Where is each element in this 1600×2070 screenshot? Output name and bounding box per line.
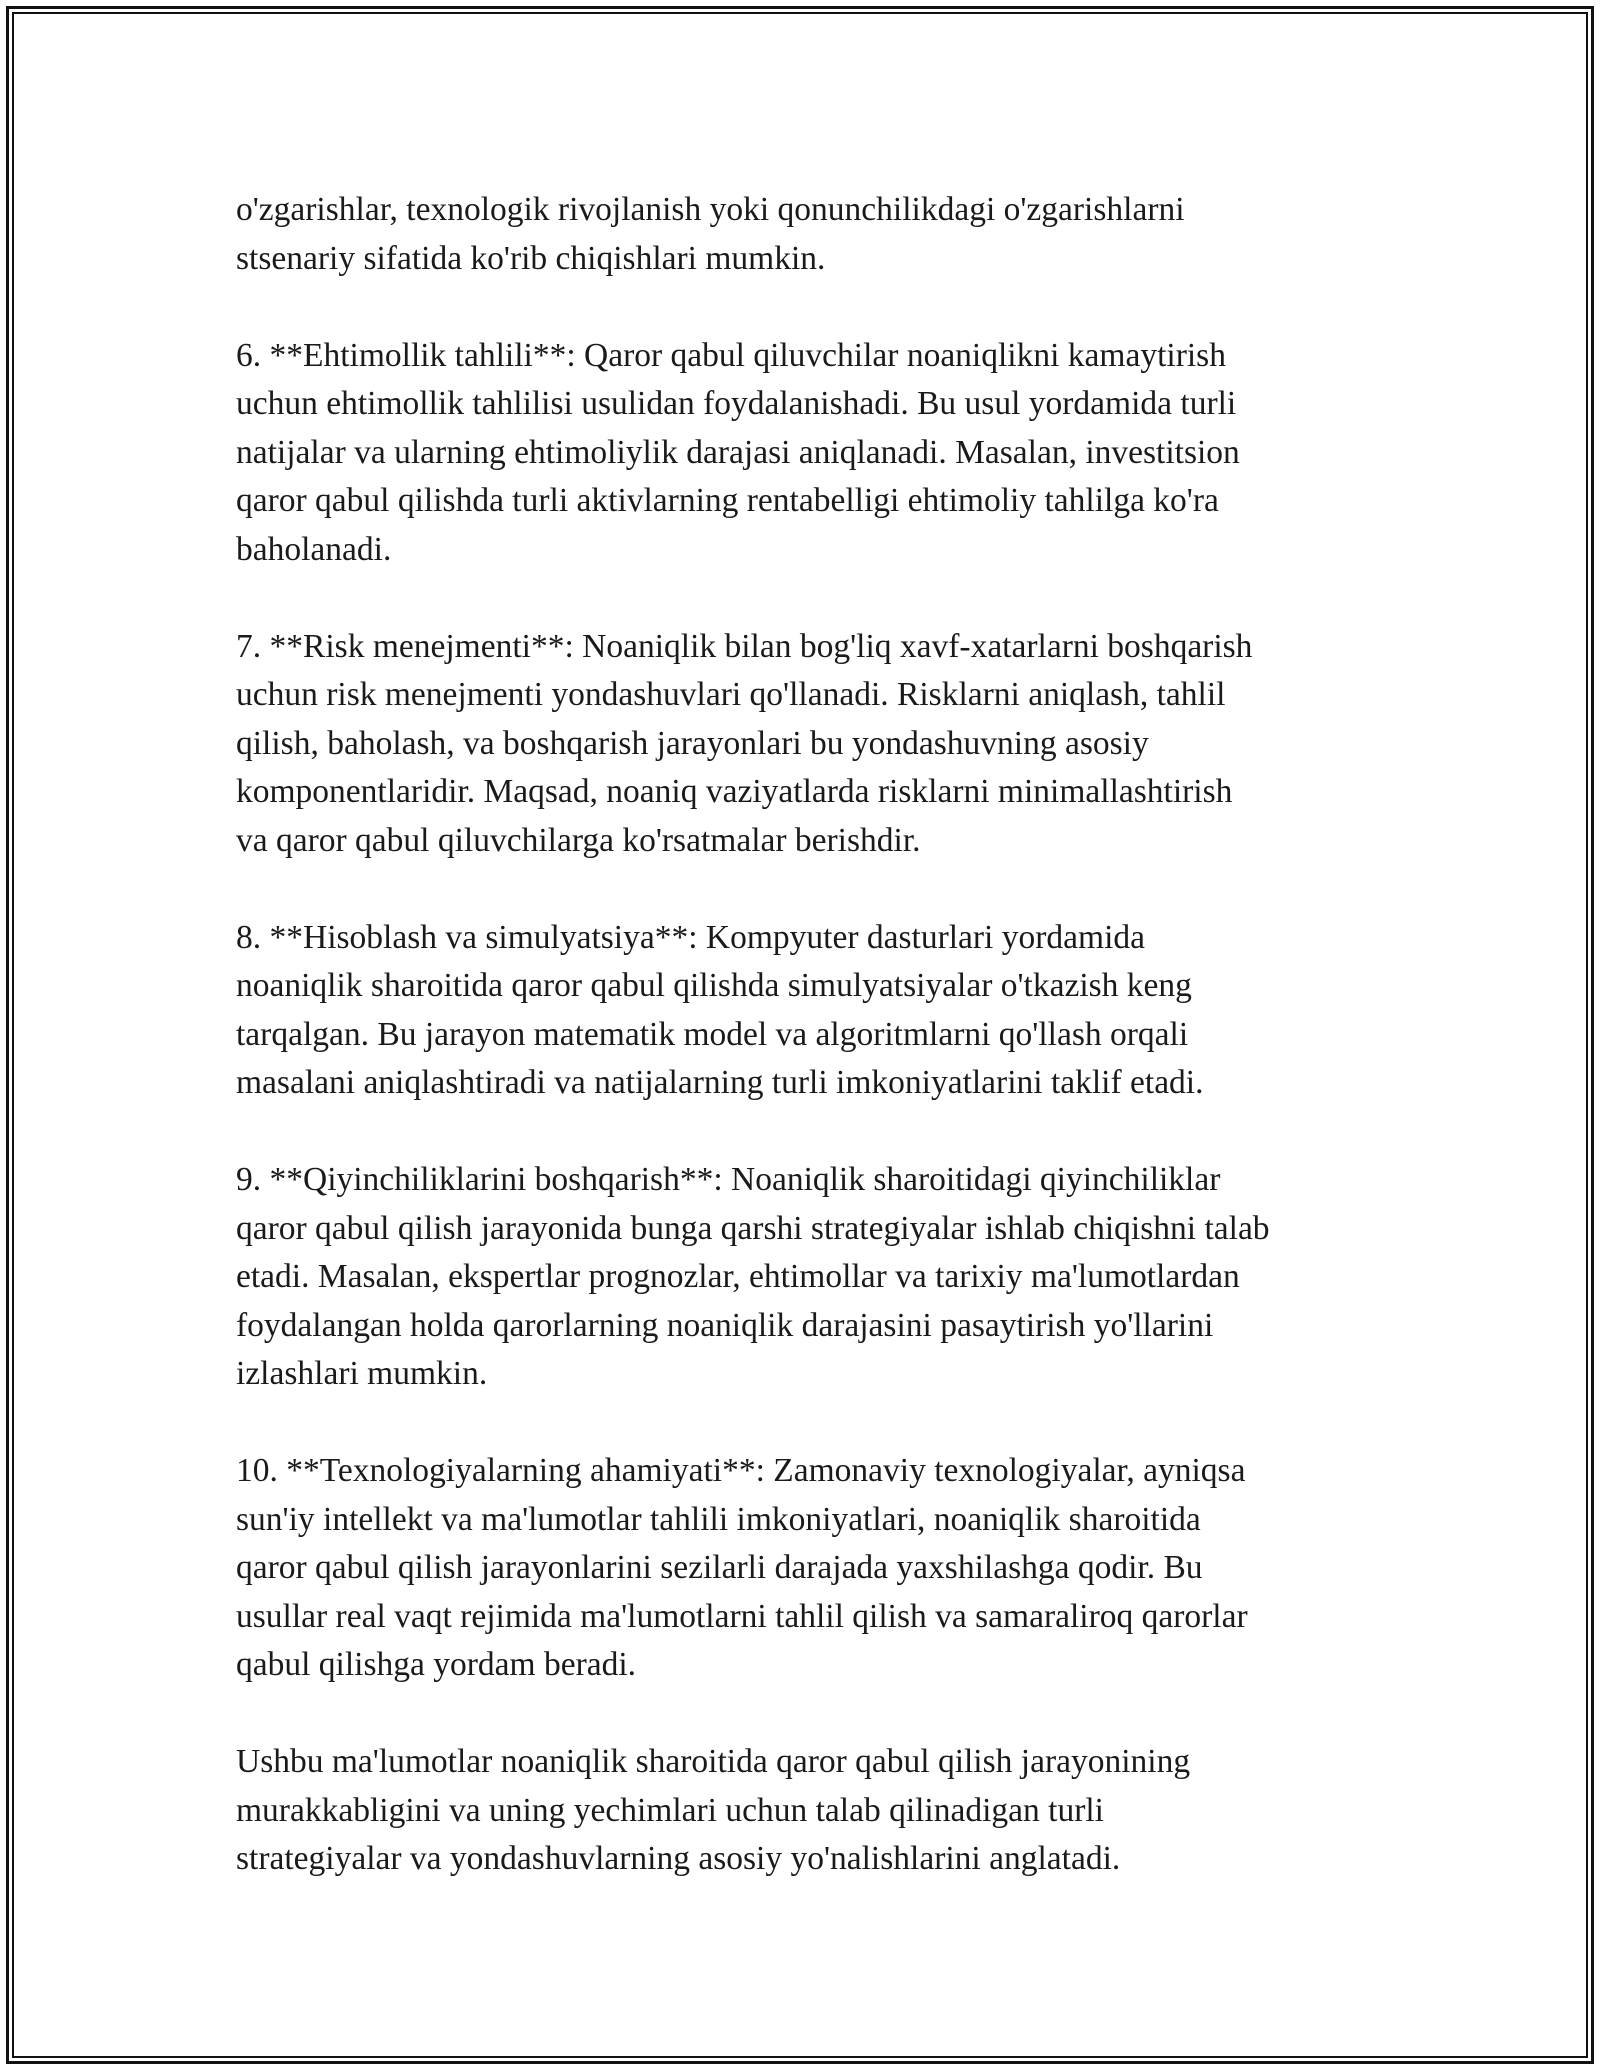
paragraph <box>236 1156 1396 1399</box>
text-line: natijalar va ularning ehtimoliylik darajasi aniqlanadi. Masalan, investitsion <box>236 433 1240 471</box>
text-line: qaror qabul qilishda turli aktivlarning rentabelligi ehtimoliy tahlilga ko'ra <box>236 482 1219 519</box>
paragraph <box>236 623 1396 866</box>
text-line: noaniqlik sharoitida qaror qabul qilishda simulyatsiyalar o'tkazish keng <box>236 967 1192 1004</box>
text-line: izlashlari mumkin. <box>236 1355 488 1392</box>
paragraph <box>236 914 1396 1108</box>
text-line: uchun ehtimollik tahlilisi usulidan foydalanishadi. Bu usul yordamida turli <box>236 385 1237 422</box>
text-line: 9. **Qiyinchiliklarini boshqarish**: Noaniqlik sharoitidagi qiyinchiliklar <box>236 1161 1221 1198</box>
text-line: baholanadi. <box>236 530 392 568</box>
text-line: o'zgarishlar, texnologik rivojlanish yoki qonunchilikdagi o'zgarishlarni <box>236 191 1185 228</box>
text-line: komponentlaridir. Maqsad, noaniq vaziyatlarda risklarni minimallashtirish <box>236 773 1233 810</box>
text-line: qabul qilishga yordam beradi. <box>236 1646 637 1683</box>
text-line: 6. **Ehtimollik tahlili**: Qaror qabul qiluvchilar noaniqlikni kamaytirish <box>236 336 1226 374</box>
text-line: va qaror qabul qiluvchilarga ko'rsatmalar berishdir. <box>236 821 921 859</box>
text-line: murakkabligini va uning yechimlari uchun talab qilinadigan turli <box>236 1791 1104 1829</box>
text-line: tarqalgan. Bu jarayon matematik model va algoritmlarni qo'llash orqali <box>236 1015 1189 1053</box>
document-body <box>236 186 1396 1932</box>
text-line: qaror qabul qilish jarayonida bunga qarshi strategiyalar ishlab chiqishni talab <box>236 1209 1270 1247</box>
text-line: qaror qabul qilish jarayonlarini sezilarli darajada yaxshilashga qodir. Bu <box>236 1549 1203 1586</box>
paragraph <box>236 1447 1396 1690</box>
text-line: 7. **Risk menejmenti**: Noaniqlik bilan bog'liq xavf-xatarlarni boshqarish <box>236 627 1253 665</box>
text-line: etadi. Masalan, ekspertlar prognozlar, ehtimollar va tarixiy ma'lumotlardan <box>236 1258 1240 1295</box>
text-line: sun'iy intellekt va ma'lumotlar tahlili imkoniyatlari, noaniqlik sharoitida <box>236 1500 1201 1538</box>
text-line: usullar real vaqt rejimida ma'lumotlarni tahlil qilish va samaraliroq qarorlar <box>236 1597 1248 1635</box>
text-line: foydalangan holda qarorlarning noaniqlik darajasini pasaytirish yo'llarini <box>236 1306 1214 1344</box>
text-line: stsenariy sifatida ko'rib chiqishlari mumkin. <box>236 239 826 277</box>
paragraph <box>236 332 1396 575</box>
text-line: strategiyalar va yondashuvlarning asosiy yo'nalishlarini anglatadi. <box>236 1840 1121 1877</box>
text-line: Ushbu ma'lumotlar noaniqlik sharoitida qaror qabul qilish jarayonining <box>236 1743 1191 1780</box>
text-line: 8. **Hisoblash va simulyatsiya**: Kompyuter dasturlari yordamida <box>236 918 1145 956</box>
text-line: 10. **Texnologiyalarning ahamiyati**: Zamonaviy texnologiyalar, ayniqsa <box>236 1452 1246 1489</box>
paragraph <box>236 1738 1396 1884</box>
paragraph <box>236 186 1396 283</box>
text-line: masalani aniqlashtiradi va natijalarning turli imkoniyatlarini taklif etadi. <box>236 1064 1204 1101</box>
text-line: qilish, baholash, va boshqarish jarayonlari bu yondashuvning asosiy <box>236 724 1149 762</box>
text-line: uchun risk menejmenti yondashuvlari qo'llanadi. Risklarni aniqlash, tahlil <box>236 676 1226 713</box>
